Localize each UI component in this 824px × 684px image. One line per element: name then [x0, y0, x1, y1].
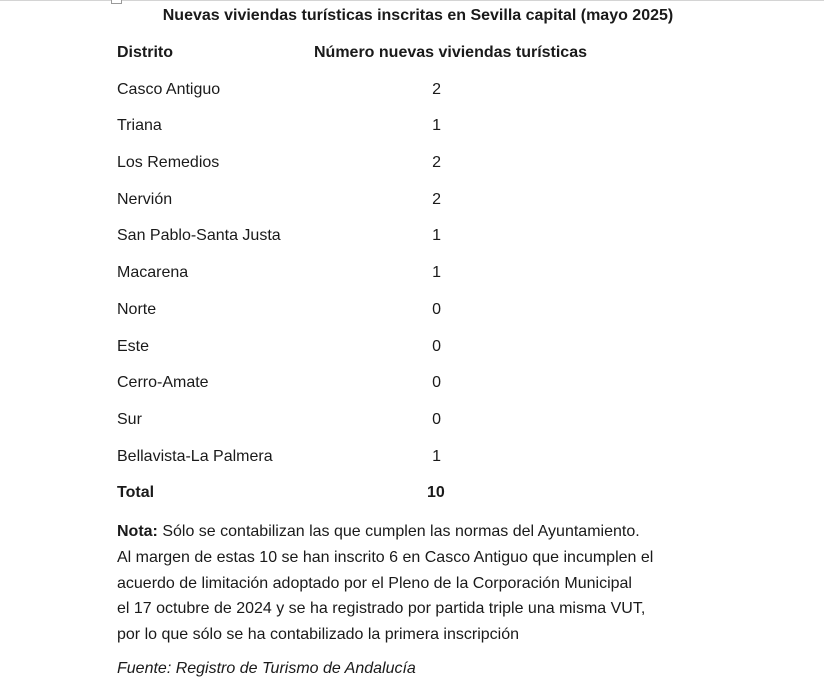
district-table — [117, 40, 677, 517]
note-line — [117, 519, 717, 545]
note-line: Al margen de estas 10 se han inscrito 6 en Casco Antiguo que incumplen el — [117, 548, 654, 566]
district-name: Sur — [117, 410, 142, 428]
table-header-row — [117, 40, 677, 77]
table-row — [117, 223, 677, 260]
table-row — [117, 370, 677, 407]
page-top-rule — [0, 0, 824, 1]
note-line: por lo que sólo se ha contabilizado la primera inscripción — [117, 626, 519, 644]
table-row — [117, 334, 677, 371]
district-name: Bellavista-La Palmera — [117, 447, 273, 465]
table-row — [117, 407, 677, 444]
document-title: Nuevas viviendas turísticas inscritas en Sevilla capital (mayo 2025) — [162, 7, 674, 24]
table-row — [117, 444, 677, 481]
table-total-row — [117, 480, 677, 517]
source-citation: Fuente: Registro de Turismo de Andalucía — [117, 660, 416, 677]
table-row — [117, 77, 677, 114]
note-label: Nota: — [117, 523, 158, 540]
district-name: Los Remedios — [117, 154, 220, 172]
object-anchor-handle[interactable] — [111, 0, 122, 4]
note-paragraph — [117, 519, 717, 648]
district-count: 0 — [432, 410, 441, 428]
table-row — [117, 187, 677, 224]
district-count: 2 — [432, 190, 441, 208]
table-row — [117, 260, 677, 297]
district-name: Este — [117, 337, 150, 355]
district-name: Triana — [117, 117, 162, 135]
table-row — [117, 297, 677, 334]
district-name: San Pablo-Santa Justa — [117, 227, 281, 245]
district-name: Norte — [117, 300, 157, 318]
note-line: acuerdo de limitación adoptado por el Pleno de la Corporación Municipal — [117, 574, 632, 592]
note-line: el 17 octubre de 2024 y se ha registrado por partida triple una misma VUT, — [117, 600, 646, 618]
total-label: Total — [117, 484, 155, 502]
district-count: 0 — [432, 337, 441, 355]
district-count: 2 — [432, 80, 441, 98]
note-text: Sólo se contabilizan las que cumplen las normas del Ayuntamiento. — [157, 523, 640, 540]
district-count: 2 — [432, 154, 441, 172]
table-row — [117, 113, 677, 150]
district-count: 1 — [432, 264, 441, 282]
header-district: Distrito — [117, 44, 173, 61]
district-count: 0 — [432, 374, 441, 392]
district-count: 1 — [432, 447, 441, 465]
district-name: Nervión — [117, 190, 173, 208]
district-count: 0 — [432, 300, 441, 318]
district-count: 1 — [432, 227, 441, 245]
header-count: Número nuevas viviendas turísticas — [314, 44, 587, 61]
district-count: 1 — [432, 117, 441, 135]
total-count: 10 — [427, 484, 445, 502]
district-name: Macarena — [117, 264, 189, 282]
district-name: Cerro-Amate — [117, 374, 209, 392]
district-name: Casco Antiguo — [117, 80, 221, 98]
table-row — [117, 150, 677, 187]
